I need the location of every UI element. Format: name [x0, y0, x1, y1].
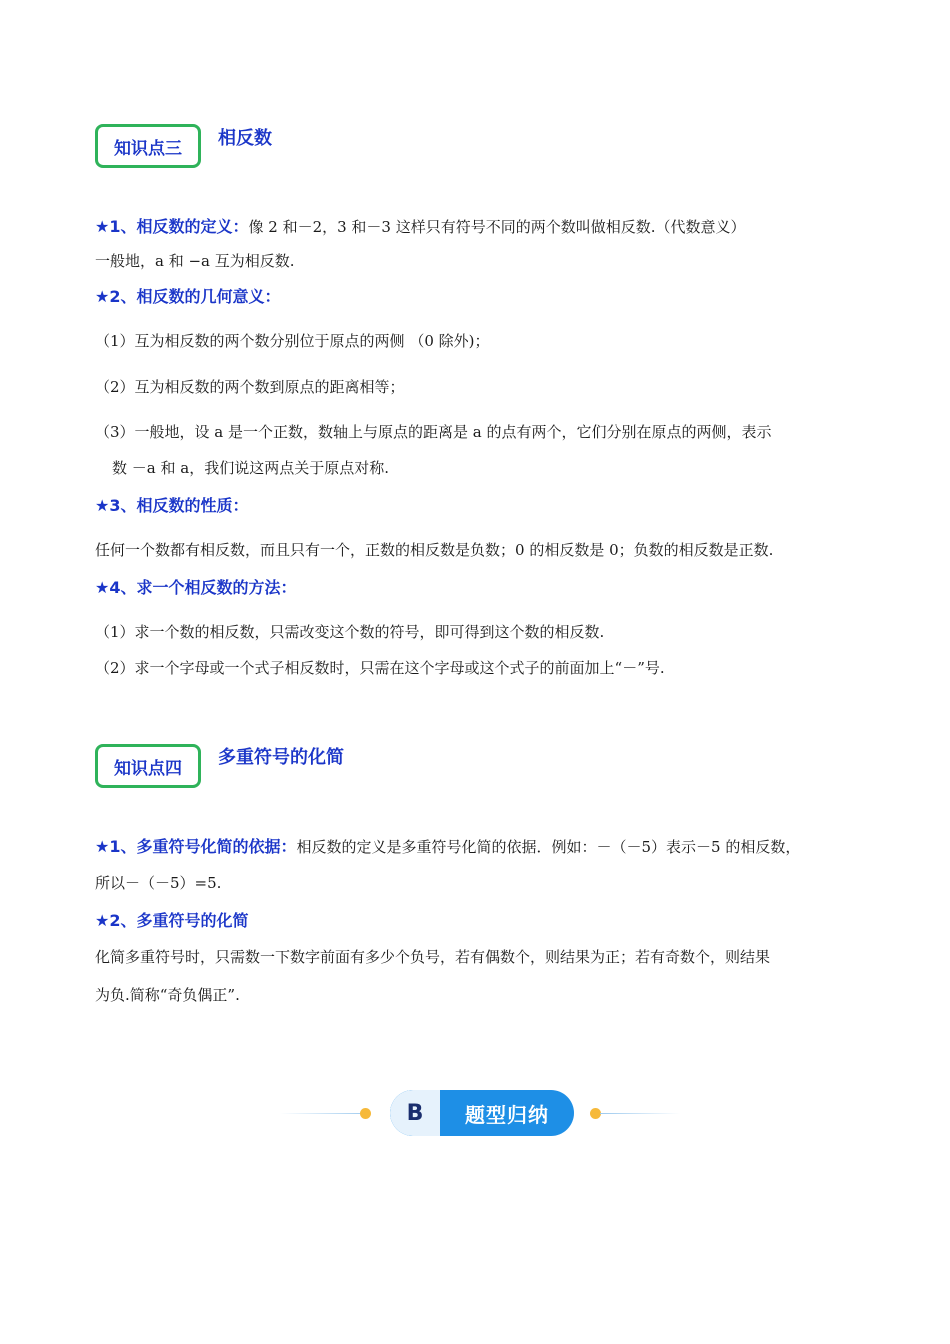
- definition-heading: [95, 214, 746, 237]
- definition-text: 像 2 和－2，3 和－3 这样只有符号不同的两个数叫做相反数.（代数意义）: [248, 218, 746, 236]
- banner-left-dot: [360, 1108, 371, 1119]
- simplify-basis-line-2: 所以－（－5）=5.: [95, 874, 222, 892]
- simplify-basis-heading: [95, 834, 800, 857]
- banner-label: 题型归纳: [465, 1102, 549, 1127]
- geometric-point-1: （1）互为相反数的两个数分别位于原点的两侧 （0 除外)；: [95, 332, 490, 350]
- simplify-heading: ★2、多重符号的化简: [95, 911, 249, 930]
- section-title-3: 相反数: [218, 128, 272, 149]
- simplify-text-1: 化简多重符号时，只需数一下数字前面有多少个负号，若有偶数个，则结果为正；若有奇数个，则结果: [95, 948, 771, 966]
- banner-letter: B: [390, 1090, 440, 1136]
- simplify-basis-label: ★1、多重符号化简的依据：: [95, 837, 297, 856]
- simplify-text-2: 为负.简称“奇负偶正”.: [95, 986, 240, 1004]
- geometric-meaning-heading: ★2、相反数的几何意义：: [95, 287, 281, 306]
- section-title-4: 多重符号的化简: [218, 747, 344, 768]
- definition-heading-label: ★1、相反数的定义：: [95, 217, 249, 236]
- banner-pill: [390, 1090, 574, 1136]
- definition-line-2: 一般地，a 和 −a 互为相反数.: [95, 252, 295, 270]
- geometric-point-3: （3）一般地，设 a 是一个正数，数轴上与原点的距离是 a 的点有两个，它们分别在原点的两侧，表示: [95, 423, 772, 441]
- method-heading: ★4、求一个相反数的方法：: [95, 578, 297, 597]
- geometric-point-3-cont: 数 －a 和 a，我们说这两点关于原点对称.: [112, 459, 389, 477]
- method-point-1: （1）求一个数的相反数，只需改变这个数的符号，即可得到这个数的相反数.: [95, 623, 605, 641]
- properties-text: 任何一个数都有相反数，而且只有一个，正数的相反数是负数；0 的相反数是 0；负数的相反数是正数.: [95, 541, 774, 559]
- section-banner: [280, 1090, 680, 1136]
- banner-right-line: [600, 1113, 680, 1114]
- section-badge-3: 知识点三: [95, 124, 201, 168]
- simplify-basis-text: 相反数的定义是多重符号化简的依据．例如：－（－5）表示－5 的相反数，: [296, 838, 801, 856]
- banner-left-line: [280, 1113, 370, 1114]
- method-point-2: （2）求一个字母或一个式子相反数时，只需在这个字母或这个式子的前面加上“－”号.: [95, 659, 665, 677]
- properties-heading: ★3、相反数的性质：: [95, 496, 249, 515]
- section-badge-4: 知识点四: [95, 744, 201, 788]
- geometric-point-2: （2）互为相反数的两个数到原点的距离相等；: [95, 378, 405, 396]
